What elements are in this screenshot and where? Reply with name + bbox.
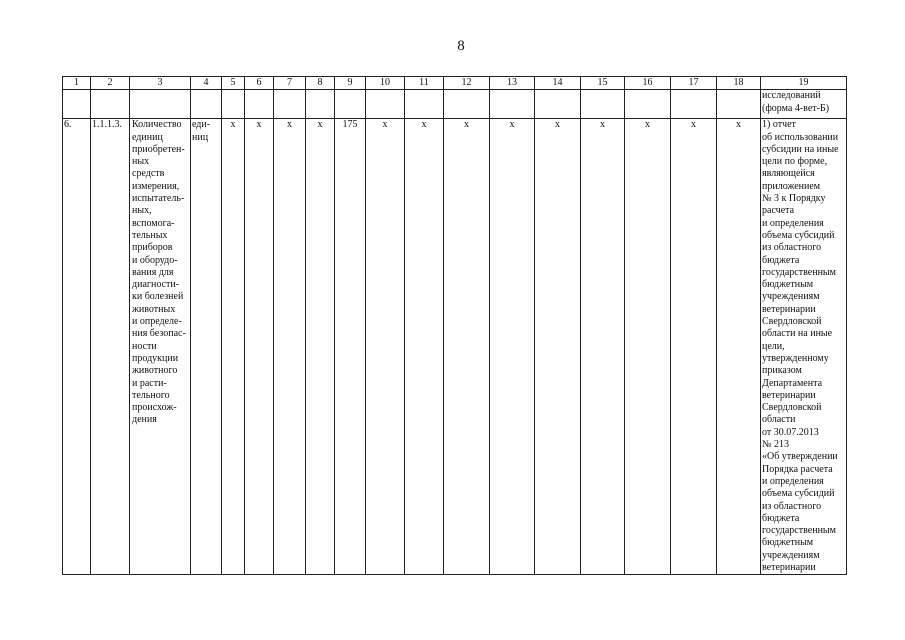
- indicator-name-line: единиц: [132, 131, 163, 143]
- indicator-name-line: испытатель-: [132, 193, 185, 205]
- header-cell: 18: [717, 77, 761, 90]
- cont-cell: [490, 90, 535, 119]
- cont-cell-col19: [761, 90, 847, 119]
- report-description-line: утвержденному: [762, 352, 829, 364]
- cont-cell: [717, 90, 761, 119]
- indicator-name-line: животных: [132, 303, 176, 315]
- indicator-name-line: продукции: [132, 352, 179, 364]
- report-description: [762, 119, 845, 574]
- header-cell: 17: [671, 77, 717, 90]
- report-description-line: ветеринарии: [762, 303, 816, 315]
- indicator-name-line: ности: [132, 340, 157, 352]
- cell-col13: х: [490, 119, 535, 575]
- report-description-line: «Об утверждении: [762, 451, 838, 463]
- header-cell: 3: [130, 77, 191, 90]
- indicator-name-line: ных: [132, 156, 150, 168]
- header-cell: 8: [306, 77, 335, 90]
- report-description-line: и определения: [762, 217, 824, 229]
- cell-col14: х: [535, 119, 581, 575]
- cont-col19-line: исследований: [762, 90, 821, 102]
- indicator-name-line: Количество: [132, 119, 182, 131]
- report-description-line: об использовании: [762, 131, 839, 143]
- report-description-line: цели,: [762, 340, 785, 352]
- cont-cell: [366, 90, 405, 119]
- report-description-line: приказом: [762, 365, 802, 377]
- cell-col8: х: [306, 119, 335, 575]
- report-description-line: государственным: [762, 266, 836, 278]
- header-cell: 15: [581, 77, 625, 90]
- cell-col9: 175: [335, 119, 366, 575]
- cell-col18: х: [717, 119, 761, 575]
- cont-cell: [63, 90, 91, 119]
- report-description-line: ветеринарии: [762, 389, 816, 401]
- cont-cell: [222, 90, 245, 119]
- indicator-name-line: ния безопас-: [132, 328, 186, 340]
- cont-cell: [130, 90, 191, 119]
- report-description-line: и определения: [762, 475, 824, 487]
- cell-col7: х: [274, 119, 306, 575]
- unit-name: [192, 119, 220, 144]
- indicator-name-line: средств: [132, 168, 165, 180]
- header-cell: 7: [274, 77, 306, 90]
- indicator-name-line: и расти-: [132, 377, 167, 389]
- report-description-line: учреждениям: [762, 291, 820, 303]
- report-description-line: государственным: [762, 525, 836, 537]
- report-description-line: области на иные: [762, 328, 833, 340]
- cell-col16: х: [625, 119, 671, 575]
- cont-col19-text: [762, 90, 845, 115]
- indicator-name: [131, 119, 189, 426]
- report-description-line: ветеринарии: [762, 561, 816, 573]
- report-description-line: являющейся: [762, 168, 815, 180]
- cont-cell: [405, 90, 444, 119]
- indicator-name-line: ки болезней: [132, 291, 184, 303]
- table-header-row: [63, 77, 847, 90]
- document-table: [62, 76, 847, 575]
- header-cell: 4: [191, 77, 222, 90]
- report-description-line: приложением: [762, 180, 821, 192]
- report-description-line: Свердловской: [762, 402, 822, 414]
- report-description-line: из областного: [762, 500, 822, 512]
- cont-col19-line: (форма 4-вет-Б): [762, 102, 830, 114]
- header-cell: 1: [63, 77, 91, 90]
- cont-cell: [306, 90, 335, 119]
- report-description-line: бюджета: [762, 512, 800, 524]
- report-description-line: цели по форме,: [762, 156, 828, 168]
- header-cell: 19: [761, 77, 847, 90]
- cell-col17: х: [671, 119, 717, 575]
- table-continuation-row: [63, 90, 847, 119]
- indicator-name-line: тельного: [132, 389, 170, 401]
- cont-cell: [444, 90, 490, 119]
- unit-name-line: еди-: [192, 119, 211, 131]
- cell-col2: 1.1.1.3.: [91, 119, 130, 575]
- report-description-line: Свердловской: [762, 316, 822, 328]
- report-description-line: бюджета: [762, 254, 800, 266]
- report-description-line: бюджетным: [762, 537, 814, 549]
- report-description-line: области: [762, 414, 796, 426]
- cont-cell: [625, 90, 671, 119]
- header-cell: 5: [222, 77, 245, 90]
- cont-cell: [581, 90, 625, 119]
- header-cell: 2: [91, 77, 130, 90]
- cont-cell: [535, 90, 581, 119]
- cont-cell: [274, 90, 306, 119]
- header-cell: 12: [444, 77, 490, 90]
- indicator-name-line: приобретен-: [132, 143, 185, 155]
- cell-col12: х: [444, 119, 490, 575]
- report-description-line: расчета: [762, 205, 795, 217]
- cont-cell: [191, 90, 222, 119]
- indicator-name-line: и оборудо-: [132, 254, 178, 266]
- report-description-line: № 3 к Порядку: [762, 193, 826, 205]
- report-description-line: 1) отчет: [762, 119, 796, 131]
- unit-name-line: ниц: [192, 131, 209, 143]
- indicator-name-line: дения: [132, 414, 157, 426]
- cell-col6: х: [245, 119, 274, 575]
- cell-col15: х: [581, 119, 625, 575]
- header-cell: 9: [335, 77, 366, 90]
- header-cell: 10: [366, 77, 405, 90]
- header-cell: 11: [405, 77, 444, 90]
- report-description-line: из областного: [762, 242, 822, 254]
- cell-col4: [191, 119, 222, 575]
- indicator-name-line: и определе-: [132, 316, 182, 328]
- cont-cell: [245, 90, 274, 119]
- cont-cell: [671, 90, 717, 119]
- report-description-line: Департамента: [762, 377, 823, 389]
- report-description-line: объема субсидий: [762, 229, 835, 241]
- indicator-name-line: измерения,: [132, 180, 180, 192]
- report-description-line: субсидии на иные: [762, 143, 839, 155]
- cell-col3: [130, 119, 191, 575]
- cont-cell: [335, 90, 366, 119]
- report-description-line: Порядка расчета: [762, 463, 833, 475]
- report-description-line: учреждениям: [762, 549, 820, 561]
- indicator-name-line: приборов: [132, 242, 173, 254]
- report-description-line: объема субсидий: [762, 488, 835, 500]
- cell-col1: 6.: [63, 119, 91, 575]
- header-cell: 14: [535, 77, 581, 90]
- page-number: 8: [457, 38, 465, 54]
- indicator-name-line: происхож-: [132, 402, 177, 414]
- indicator-name-line: вания для: [132, 266, 174, 278]
- indicator-name-line: ных,: [132, 205, 152, 217]
- cont-cell: [91, 90, 130, 119]
- cell-col11: х: [405, 119, 444, 575]
- indicator-name-line: тельных: [132, 229, 168, 241]
- report-description-line: от 30.07.2013: [762, 426, 819, 438]
- report-description-line: № 213: [762, 439, 790, 451]
- indicator-name-line: диагности-: [132, 279, 180, 291]
- indicator-name-line: вспомога-: [132, 217, 175, 229]
- cell-col5: х: [222, 119, 245, 575]
- header-cell: 6: [245, 77, 274, 90]
- cell-col19: [761, 119, 847, 575]
- indicator-name-line: животного: [132, 365, 178, 377]
- report-description-line: бюджетным: [762, 279, 814, 291]
- header-cell: 13: [490, 77, 535, 90]
- table-row: [63, 119, 847, 575]
- cell-col10: х: [366, 119, 405, 575]
- header-cell: 16: [625, 77, 671, 90]
